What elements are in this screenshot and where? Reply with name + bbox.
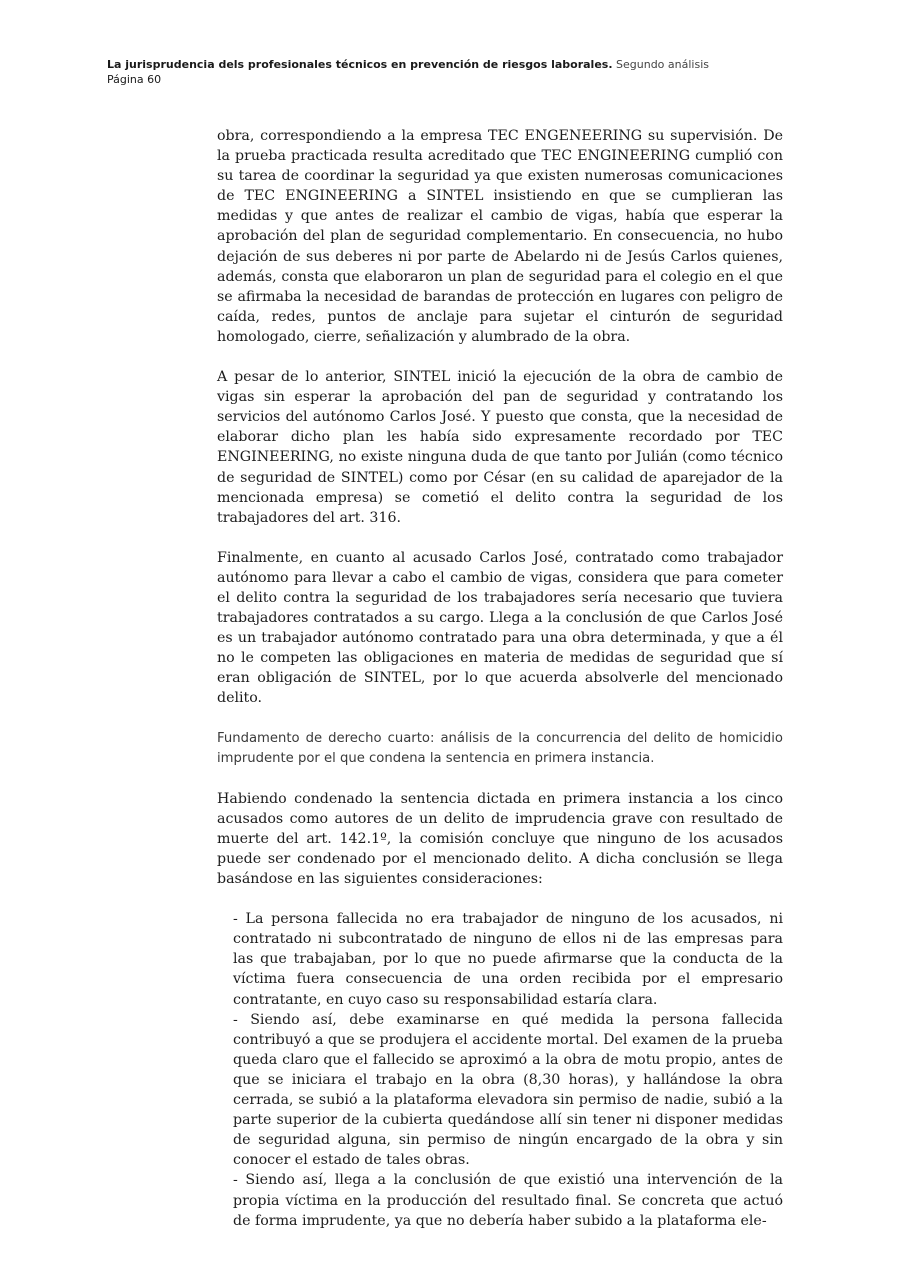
list-item: - Siendo así, llega a la conclusión de que existió una intervención de la propia víctima en la producción del resultado final. Se concreta que actuó de forma imprudente, ya que no debería haber subido a la plataforma ele-	[233, 1172, 783, 1229]
paragraph: obra, correspondiendo a la empresa TEC ENGENEERING su supervisión. De la prueba practicada resulta acreditado que TEC ENGINEERING cumplió con su tarea de coordinar la seguridad ya que existen numerosas comunicaciones de TEC ENGINEERING a SINTEL insistiendo en que se cumplieran las medidas y que antes de realizar el cambio de vigas, había que esperar la aprobación del plan de seguridad complementario. En consecuencia, no hubo dejación de sus deberes ni por parte de Abelardo ni de Jesús Carlos quienes, además, consta que elaboraron un plan de seguridad para el colegio en el que se afirmaba la necesidad de barandas de protección en lugares con peligro de caída, redes, puntos de anclaje para sujetar el cinturón de seguridad homologado, cierre, señalización y alumbrado de la obra.	[217, 128, 783, 345]
body-text	[217, 126, 783, 1231]
header-title-light: Segundo análisis	[612, 58, 709, 71]
header-title	[107, 57, 807, 72]
page-number: Página 60	[107, 73, 162, 86]
running-header	[107, 57, 807, 87]
paragraph: Habiendo condenado la sentencia dictada en primera instancia a los cinco acusados como autores de un delito de imprudencia grave con resultado de muerte del art. 142.1º, la comisión concluye que ninguno de los acusados puede ser condenado por el mencionado delito. A dicha conclusión se llega basándose en las siguientes consideraciones:	[217, 790, 783, 888]
considerations-list	[217, 909, 783, 1231]
list-item: - La persona fallecida no era trabajador de ninguno de los acusados, ni contratado ni subcontratado de ninguno de ellos ni de las empresas para las que trabajaban, por lo que no puede afirmarse que la conducta de la víctima fuera consecuencia de una orden recibida por el empresario contratante, en cuyo caso su responsabilidad estaría clara.	[233, 911, 783, 1008]
paragraph: Finalmente, en cuanto al acusado Carlos José, contratado como trabajador autónomo para llevar a cabo el cambio de vigas, considera que para cometer el delito contra la seguridad de los trabajadores sería necesario que tuviera trabajadores contratados a su cargo. Llega a la conclusión de que Carlos José es un trabajador autónomo contratado para una obra determinada, y que a él no le competen las obligaciones en materia de medidas de seguridad que sí eran obligación de SINTEL, por lo que acuerda absolverle del mencionado delito.	[217, 549, 783, 707]
paragraph: A pesar de lo anterior, SINTEL inició la ejecución de la obra de cambio de vigas sin esperar la aprobación del pan de seguridad y contratando los servicios del autónomo Carlos José. Y puesto que consta, que la necesidad de elaborar dicho plan les había sido expresamente recordado por TEC ENGINEERING, no existe ninguna duda de que tanto por Julián (como técnico de seguridad de SINTEL) como por César (en su calidad de aparejador de la mencionada empresa) se cometió el delito contra la seguridad de los trabajadores del art. 316.	[217, 369, 783, 526]
header-title-bold: La jurisprudencia dels profesionales técnicos en prevención de riesgos laborales.	[107, 58, 613, 71]
list-item: - Siendo así, debe examinarse en qué medida la persona fallecida contribuyó a que se produjera el accidente mortal. Del examen de la prueba queda claro que el fallecido se aproximó a la obra de motu propio, antes de que se iniciara el trabajo en la obra (8,30 horas), y hallándose la obra cerrada, se subió a la plataforma elevadora sin permiso de nadie, subió a la parte superior de la cubierta quedándose allí sin tener ni disponer medidas de seguridad alguna, sin permiso de ningún encargado de la obra y sin conocer el estado de tales obras.	[233, 1011, 783, 1169]
section-heading: Fundamento de derecho cuarto: análisis de la concurrencia del delito de homicidio imprudente por el que condena la sentencia en primera instancia.	[217, 730, 783, 766]
